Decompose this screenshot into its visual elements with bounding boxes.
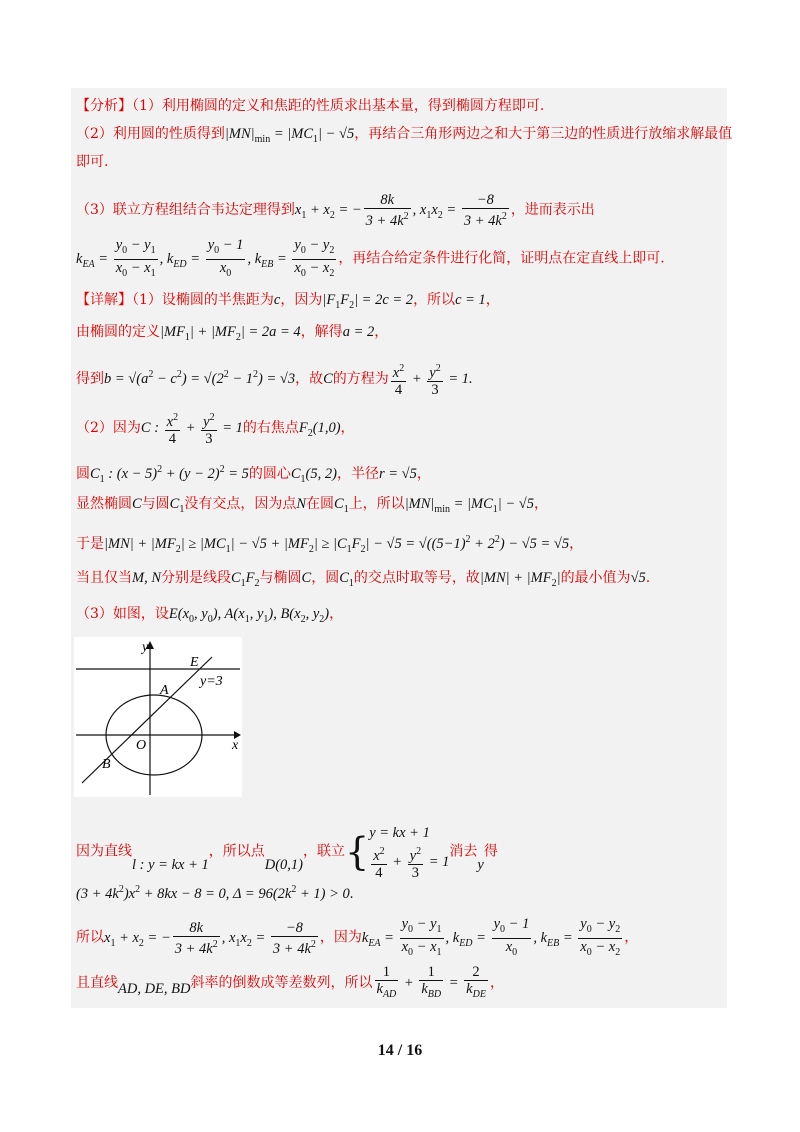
detail-line-1: 【详解】（1）设椭圆的半焦距为c，因为$|F_1F_2| = 2c = 2$，所以c = 1，	[76, 292, 500, 311]
detail-d6d: 在圆	[306, 496, 335, 512]
detail-tag: 【详解】	[76, 292, 132, 308]
detail-d4a: （2）因为	[76, 419, 141, 436]
analysis-line-1	[76, 96, 544, 116]
detail-line-11: $(3 + 4k^2)x^2 + 8kx - 8 = 0$, $\Delta = 96(2k^2 + 1) > 0$.	[76, 884, 354, 902]
detail-d7a: 于是	[76, 535, 104, 552]
detail-d1c: ，所以	[413, 292, 456, 308]
detail-line-13: 且直线AD, DE, BD斜率的倒数成等差数列，所以 $\frac{1}{k_{AD}}$ + $\frac{1}{k_{BD}}$ = $\frac{2}{k_{DE}}$ ，	[76, 964, 504, 1001]
detail-d5c: ，半径	[336, 465, 379, 482]
fig-line-label: y=3	[200, 674, 223, 689]
detail-d1a: （1）设椭圆的半焦距为	[132, 292, 274, 308]
detail-d2b: ，解得	[300, 324, 343, 340]
analysis-line-2: （2）利用圆的性质得到$|MN|_{min} = |MC_1| - √5$，再结合三角形两边之和大于第三边的性质进行放缩求解最值	[76, 126, 733, 145]
detail-d10a: 因为直线	[76, 843, 132, 860]
detail-d6b: 与圆	[141, 496, 170, 512]
detail-line-4: （2）因为C : $\frac{x^2}{4}$ + $\frac{y^2}{3}$ = 1的右焦点$F_2(1,0)$，	[76, 412, 355, 447]
fig-e-label: E	[190, 655, 199, 670]
analysis-p3c: ，再结合给定条件进行化简，证明点在定直线上即可.	[338, 250, 665, 267]
detail-d10b: ，所以点	[208, 843, 265, 860]
analysis-line-5: $k_{EA}$ = $\frac{y_0 - y_1}{x_0 - x_1}$ , $k_{ED}$ = $\frac{y_0 - 1}{x_0}$ , $k_{EB}$ = $\frac{y_0 - y_2}{x_0 - x_2}$ ，再结合给定条件进行化简，证明点在定直线上即可.	[76, 237, 665, 279]
analysis-p2a: （2）利用圆的性质得到	[76, 126, 225, 142]
ellipse-figure-svg	[74, 637, 242, 797]
detail-d3b: ，故	[295, 370, 324, 387]
analysis-p3b: ，进而表示出	[510, 202, 595, 218]
detail-d9a: （3）如图，设	[76, 606, 169, 622]
detail-d3c: 的方程为	[332, 370, 389, 387]
fig-o-label: O	[136, 738, 147, 753]
fig-b-label: B	[102, 757, 111, 772]
detail-line-12: 所以$x_1 + x_2$ = − $\frac{8k}{3 + 4k^2}$ , $x_1x_2$ = $\frac{-8}{3 + 4k^2}$ ，因为$k_{EA}$ = $\frac{y_0 - y_1}{x_0 - x_1}$ , $k_{ED}$ = $\frac{y_0 - 1}{x_0}$ , $k_{EB}$ = $\frac{y_0 - y_2}{x_0 - x_2}$ ，	[76, 916, 639, 958]
detail-d4b: 的右焦点	[242, 419, 299, 436]
detail-d5a: 圆	[76, 465, 90, 482]
detail-d3a: 得到	[76, 370, 104, 387]
detail-d2a: 由椭圆的定义	[76, 324, 160, 340]
detail-d12a: 所以	[76, 929, 104, 946]
detail-line-9: （3）如图，设$E(x_0$, $y_0$), $A(x_1$, $y_1$), $B(x_2$, $y_2$)，	[76, 606, 344, 625]
detail-d8d: ，圆	[311, 570, 340, 586]
ellipse-figure	[74, 637, 242, 797]
fig-a-label: A	[160, 683, 169, 698]
detail-d5b: 的圆心	[248, 465, 291, 482]
page-number: 14 / 16	[377, 1042, 423, 1059]
detail-d6e: 上，所以	[348, 496, 405, 512]
detail-d10e: 得	[483, 843, 498, 860]
detail-line-10: 因为直线l : y = kx + 1，所以点D(0,1)，联立{ y = kx + 1 $\frac{x^2}{4}$ + $\frac{y^2}{3}$ = 1 消去y得	[76, 825, 498, 881]
detail-d8b: 分别是线段	[161, 570, 231, 586]
detail-line-7: 于是$|MN| + |MF_2| \ge |MC_1| - √5 + |MF_2| \ge |C_1F_2| - √5 = √((5-1)^2 + 2^2) - √5 = √5$，	[76, 534, 584, 555]
detail-d6c: 没有交点，因为点	[184, 496, 297, 512]
analysis-line-4: （3）联立方程组结合韦达定理得到$x_1 + x_2$ = − $\frac{8k}{3 + 4k^2}$ , $x_1x_2$ = $\frac{-8}{3 + 4k^2}$ ，进而表示出	[76, 192, 595, 230]
detail-line-3: 得到$b = √(a^2 - c^2) = √(2^2 - 1^2) = √3$，故C的方程为 $\frac{x^2}{4}$ + $\frac{y^2}{3}$ = 1.	[76, 363, 473, 398]
analysis-p3a: （3）联立方程组结合韦达定理得到	[76, 202, 295, 218]
detail-d10d: 消去	[449, 843, 478, 860]
detail-line-6: 显然椭圆C与圆$C_1$没有交点，因为点N在圆$C_1$上，所以$|MN|_{min} = |MC_1| - √5$，	[76, 496, 548, 515]
analysis-p2b: ，再结合三角形两边之和大于第三边的性质进行放缩求解最值	[354, 126, 733, 142]
detail-line-2: 由椭圆的定义$|MF_1| + |MF_2| = 2a = 4$，解得a = 2，	[76, 324, 389, 343]
detail-d6a: 显然椭圆	[76, 496, 132, 512]
detail-line-8: 当且仅当M, N分别是线段$C_1F_2$与椭圆C，圆$C_1$的交点时取等号，故$|MN| + |MF_2|$的最小值为√5.	[76, 570, 651, 589]
detail-d8e: 的交点时取等号，故	[353, 570, 480, 586]
analysis-p2c: 即可.	[76, 154, 109, 170]
detail-line-5: 圆$C_1$ : $(x - 5)^2 + (y - 2)^2 = 5$的圆心$C_1(5$, 2)，半径r = √5，	[76, 464, 431, 485]
fig-x-label: x	[232, 738, 239, 753]
fig-y-label: y	[142, 640, 149, 655]
detail-d13b: 斜率的倒数成等差数列，所以	[190, 975, 373, 991]
analysis-tag: 【分析】	[76, 98, 132, 114]
analysis-p1: （1）利用椭圆的定义和焦距的性质求出基本量，得到椭圆方程即可.	[132, 98, 545, 114]
detail-d8a: 当且仅当	[76, 570, 132, 586]
detail-d1b: ，因为	[280, 292, 323, 308]
detail-d10c: ，联立	[303, 843, 345, 860]
detail-d12b: ，因为	[319, 929, 362, 946]
analysis-line-3	[76, 152, 108, 172]
detail-d13a: 且直线	[76, 975, 118, 991]
detail-d8f: 的最小值为	[560, 570, 631, 586]
detail-d8c: 与椭圆	[259, 570, 302, 586]
